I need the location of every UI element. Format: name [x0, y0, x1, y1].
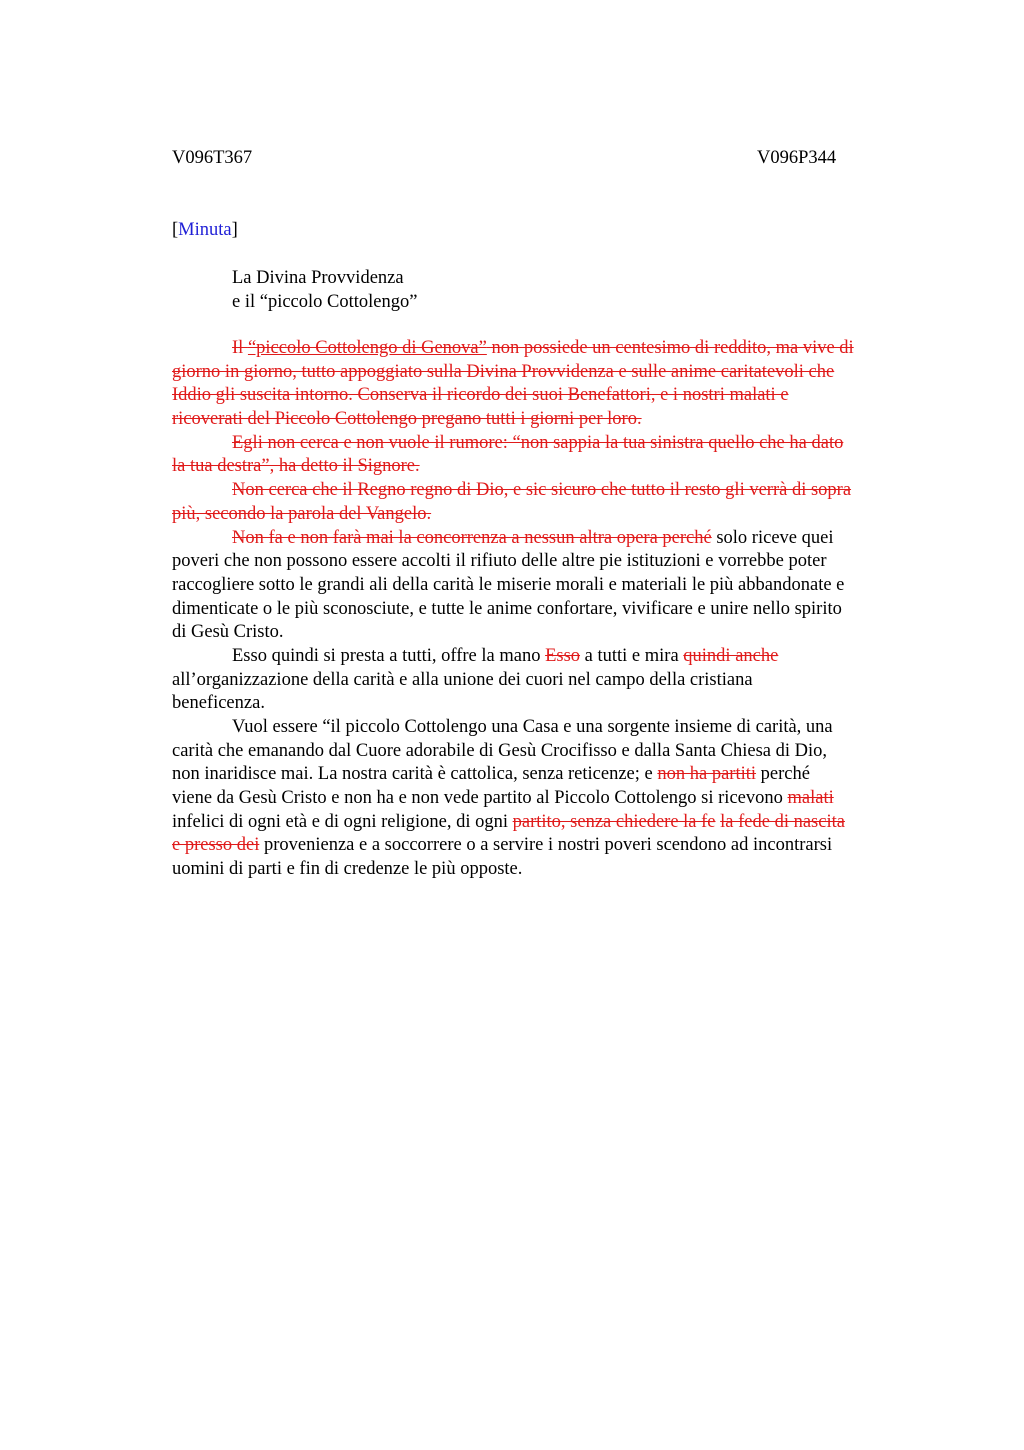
deleted-text-segment: non possiede un centesimo di reddito, ma vive di [486, 338, 854, 358]
deleted-text-segment: non ha partiti [657, 764, 757, 785]
text-line [172, 811, 932, 835]
text-line [172, 858, 932, 882]
text-line [172, 740, 932, 764]
deleted-text-segment: Esso [545, 645, 581, 666]
text-segment: all’organizzazione della carità e alla unione dei cuori nel campo della cristiana [172, 669, 753, 690]
text-segment: Esso quindi si presta a tutti, offre la mano [232, 645, 546, 666]
deleted-text-segment: la tua destra”, ha detto il Signore. [172, 456, 420, 477]
deleted-text-segment: giorno in giorno, tutto appoggiato sulla Divina Provvidenza e sulle anime caritatevoli che [172, 361, 835, 382]
document-code-left: V096T367 [172, 148, 253, 168]
deleted-text-segment: partito, senza chiedere la fe [512, 811, 716, 832]
deleted-text-segment: Non fa e non farà mai la concorrenza a nessun altra opera perché [232, 527, 712, 548]
text-line [172, 550, 932, 574]
text-segment: beneficenza. [172, 693, 265, 714]
text-line [172, 574, 932, 598]
text-line [172, 787, 932, 811]
minuta-label [172, 218, 238, 242]
document-code-right: V096P344 [757, 148, 837, 168]
deleted-text-segment: la fede di nascita [720, 811, 845, 832]
text-line [172, 621, 932, 645]
text-line [172, 527, 932, 551]
text-line [172, 479, 932, 503]
text-line [172, 503, 932, 527]
label-close-bracket: ] [231, 220, 238, 240]
text-line [172, 384, 932, 408]
deleted-text-segment: Il [232, 338, 248, 358]
text-segment: Vuol essere “il piccolo Cottolengo una Casa e una sorgente insieme di carità, una [232, 717, 833, 737]
text-line [172, 716, 932, 740]
text-line [172, 834, 932, 858]
title-line-1: La Divina Provvidenza [232, 268, 404, 288]
text-segment: viene da Gesù Cristo e non ha e non vede partito al Piccolo Cottolengo si ricevono [172, 788, 788, 809]
text-line [172, 361, 932, 385]
label-open-bracket: [ [172, 220, 179, 240]
text-segment: carità che emanando dal Cuore adorabile di Gesù Crocifisso e dalla Santa Chiesa di Dio, [172, 740, 827, 761]
text-line [172, 598, 932, 622]
document-body [172, 337, 932, 882]
text-segment: dimenticate o le più sconosciute, e tutte le anime confortare, vivificare e unire nello spirito [172, 598, 842, 619]
text-line [172, 669, 932, 693]
deleted-text-segment: e presso dei [172, 835, 260, 856]
text-line [172, 692, 932, 716]
text-line [172, 432, 932, 456]
text-segment: perché [756, 764, 810, 785]
text-segment: infelici di ogni età e di ogni religione, di ogni [172, 811, 513, 832]
deleted-text-segment: Non cerca che il Regno regno di Dio, e sic sicuro che tutto il resto gli verrà di sopra [232, 480, 852, 501]
deleted-text-segment: Iddio gli suscita intorno. Conserva il ricordo dei suoi Benefattori, e i nostri malati e [172, 385, 789, 406]
text-line [172, 337, 932, 361]
text-segment: non inaridisce mai. La nostra carità è cattolica, senza reticenze; e [172, 764, 658, 785]
text-segment: a tutti e mira [580, 645, 684, 666]
deleted-text-segment: malati [787, 788, 834, 809]
document-title [232, 266, 417, 314]
text-line [172, 763, 932, 787]
text-segment: provenienza e a soccorrere o a servire i nostri poveri scendono ad incontrarsi [259, 835, 833, 856]
deleted-text-segment: più, secondo la parola del Vangelo. [172, 503, 432, 524]
text-line [172, 645, 932, 669]
text-segment: raccogliere sotto le grandi ali della carità le miserie morali e materiali le più abbandonate e [172, 574, 845, 595]
title-line-2: e il “piccolo Cottolengo” [232, 292, 418, 312]
text-segment: solo riceve quei [711, 527, 834, 548]
deleted-text-segment: “piccolo Cottolengo di Genova” [247, 338, 487, 358]
text-line [172, 408, 932, 432]
deleted-text-segment: ricoverati del Piccolo Cottolengo pregano tutti i giorni per loro. [172, 409, 642, 430]
deleted-text-segment: quindi anche [683, 645, 779, 666]
label-text: Minuta [178, 220, 232, 240]
text-segment: uomini di parti e fin di credenze le più opposte. [172, 859, 523, 880]
text-line [172, 455, 932, 479]
text-segment: di Gesù Cristo. [172, 622, 284, 643]
deleted-text-segment: Egli non cerca e non vuole il rumore: “non sappia la tua sinistra quello che ha dato [232, 432, 844, 453]
text-segment: poveri che non possono essere accolti il rifiuto delle altre pie istituzioni e vorrebbe poter [172, 551, 827, 572]
